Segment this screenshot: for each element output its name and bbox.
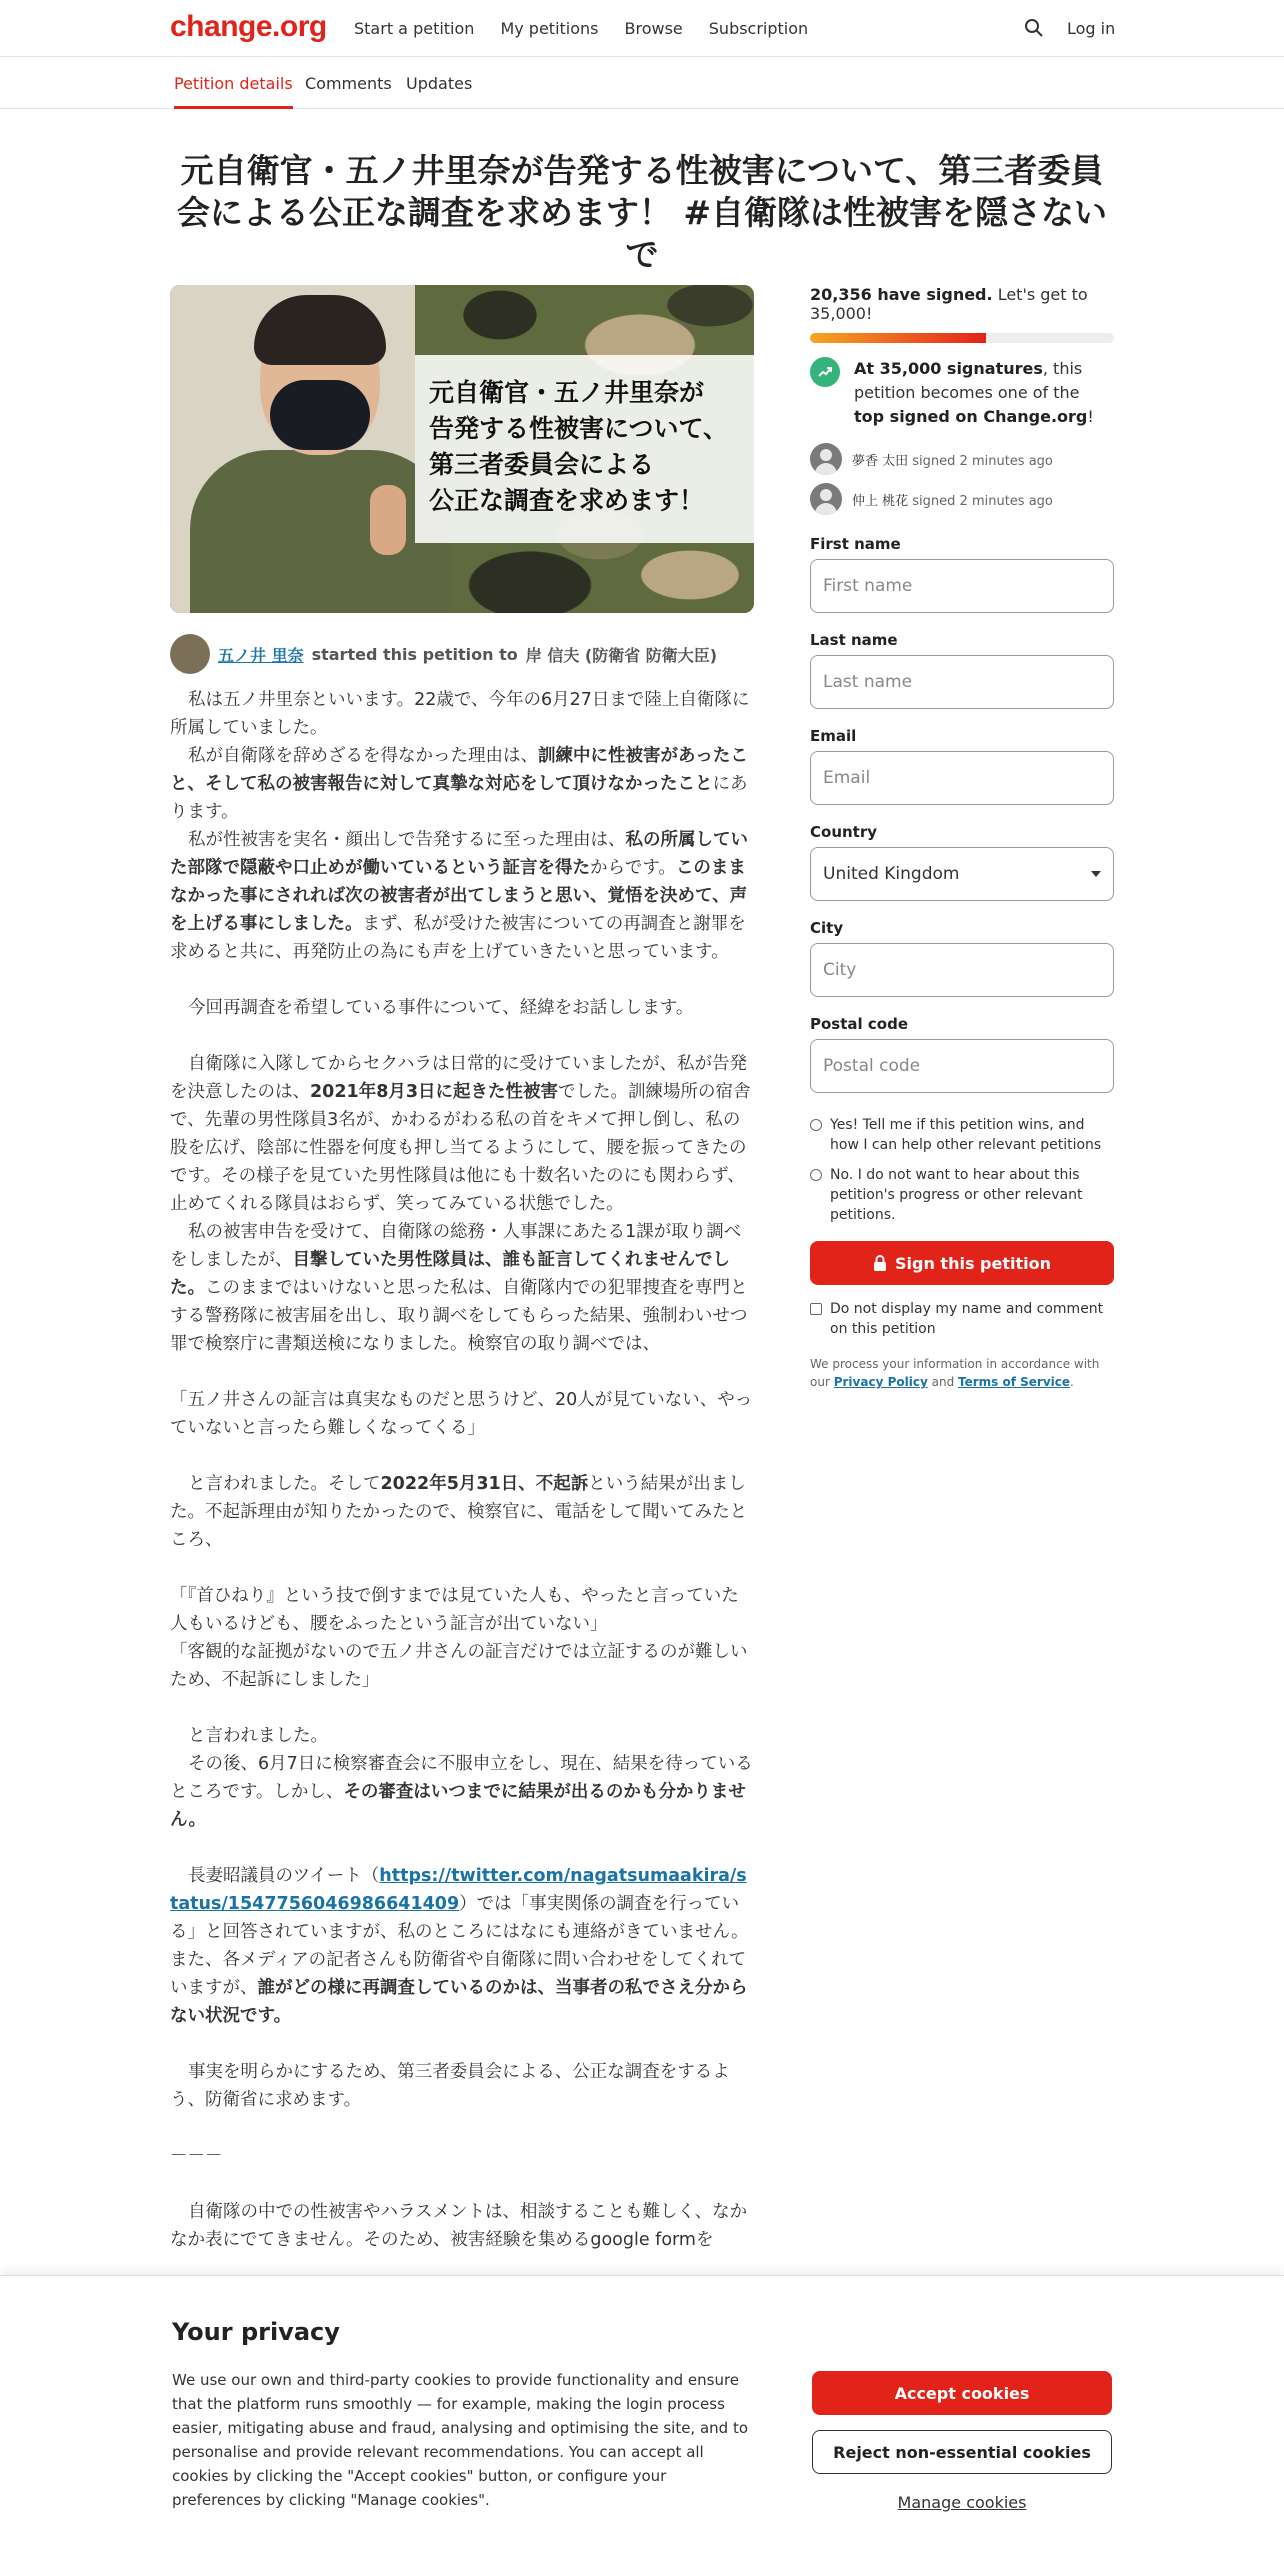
hero-line: 公正な調査を求めます！ [429,486,705,515]
text: ）では「事実関係の調査を行っている」と回答されていますが、私のところにはなにも連絡がきていません。また、各メディアの記者さんも防衛省や自衛隊に問い合わせをしてくれていますが、 [170,1894,749,1998]
privacy-end: . [1070,1375,1074,1389]
nav-start-petition[interactable]: Start a petition [354,19,475,38]
recent-signer [810,441,1114,477]
person-uniform [190,450,450,613]
terms-of-service-link[interactable]: Terms of Service [958,1375,1071,1389]
paragraph [170,1218,754,1358]
privacy-notice [810,1355,1114,1391]
text: 自衛隊の中での性被害やハラスメントは、相談することも難しく、なかなか表にでてきません。そのため、被害経験を集めるgoogle formを [170,2202,748,2250]
main-nav [354,19,808,38]
petition-title: 元自衛官・五ノ井里奈が告発する性被害について、第三者委員会による公正な調査を求めます！ #自衛隊は性被害を隠さないで [176,151,1108,274]
bold-text: 私の所属していた部隊で隠蔽や口止めが働いているという証言を得た [170,830,748,878]
signer-time: signed 2 minutes ago [912,453,1053,469]
thumbs-up-hand [370,485,406,555]
first-name-input[interactable] [810,559,1114,613]
progress-bar-fill [810,333,986,343]
checkbox-label: Do not display my name and comment on this petition [830,1301,1104,1337]
hero-line: 第三者委員会による [429,450,655,479]
signer-name: 夢香 太田 [852,453,909,469]
country-select[interactable] [810,847,1114,901]
change-org-logo[interactable]: change.org [170,10,327,43]
person-hair [254,295,386,365]
tab-petition-details[interactable]: Petition details [174,74,293,109]
petition-body [170,686,754,2254]
radio-button[interactable] [810,1119,822,1131]
postal-code-label: Postal code [810,1015,908,1033]
login-link[interactable]: Log in [1067,19,1116,38]
paragraph [170,1470,754,1554]
milestone-bold: At 35,000 signatures [854,359,1043,378]
nav-my-petitions[interactable]: My petitions [500,19,599,38]
text: その後、6月7日に検察審査会に不服申立をし、現在、結果を待っているところです。しかし、 [170,1754,753,1802]
milestone-info [810,357,1114,429]
first-name-label: First name [810,535,901,553]
signature-count [810,285,1114,323]
text: 事実を明らかにするため、第三者委員会による、公正な調査をするよう、防衛省に求めます。 [170,2062,730,2110]
last-name-input[interactable] [810,655,1114,709]
text: からです。 [590,858,676,878]
signer-name: 仲上 桃花 [852,493,909,509]
city-label: City [810,919,844,937]
paragraph [170,994,754,1022]
hide-name-option[interactable] [810,1299,1114,1339]
country-value: United Kingdom [823,864,960,884]
postal-code-input[interactable] [810,1039,1114,1093]
hide-name-checkbox[interactable] [810,1303,822,1315]
milestone-text [854,357,1114,429]
quote: 「客観的な証拠がないので五ノ井さんの証言だけでは立証するのが難しいため、不起訴にしました」 [170,1642,748,1690]
trending-up-icon [810,357,840,387]
top-header [0,0,1284,57]
tab-comments[interactable]: Comments [305,74,392,93]
bold-text: 訓練中に性被害があったこと、そして私の被害報告に対して真摯な対応をして頂けなかったこと [170,746,748,794]
hero-overlay-text [415,355,754,543]
email-input[interactable] [810,751,1114,805]
starter-text: started this petition to [311,644,518,664]
cookie-text: We use our own and third-party cookies to provide functionality and ensure that the platform runs smoothly — for example, making the login process easier, mitigating abuse and fraud, analysing and optimising the site, and to personalise and provide relevant recommendations. You can accept all cookies by clicking the "Accept cookies" button, or configure your preferences by clicking "Manage cookies". [172,2371,749,2509]
milestone-end: ! [1087,407,1094,426]
sign-petition-button[interactable] [810,1241,1114,1285]
text: でした。訓練場所の宿舎で、先輩の男性隊員3名が、かわるがわる私の首をキメて押し倒し、私の股を広げ、陰部に性器を何度も押し当てるようにして、腰を振ってきたのです。その様子を見ていた男性隊員は他にも十数名いたのにも関わらず、止めてくれる隊員はおらず、笑ってみている状態でした。 [170,1082,751,1214]
city-input[interactable] [810,943,1114,997]
paragraph [170,1862,754,2030]
radio-option-yes[interactable] [810,1115,1114,1155]
progress-bar [810,333,1114,343]
signer-time: signed 2 minutes ago [912,493,1053,509]
text: 私が自衛隊を辞めざるを得なかった理由は、 [188,746,538,766]
email-label: Email [810,727,857,745]
text: という結果が出ました。不起訴理由が知りたかったので、検察官に、電話をして聞いてみたところ、 [170,1474,748,1550]
paragraph [170,742,754,826]
text: と言われました。そして [188,1474,381,1494]
text: 私は五ノ井里奈といいます。22歳で、今年の6月27日まで陸上自衛隊に所属していました。 [170,690,750,738]
quote: 「五ノ井さんの証言は真実なものだと思うけど、20人が見ていない、やっていないと言ったら難しくなってくる」 [170,1390,753,1438]
bold-text: その審査はいつまでに結果が出るのかも分かりません。 [170,1782,746,1830]
text: 今回再調査を希望している事件について、経緯をお話しします。 [188,998,694,1018]
nav-subscription[interactable]: Subscription [708,19,809,38]
radio-option-no[interactable] [810,1165,1114,1225]
cookie-banner [0,2275,1284,2568]
caret-down-icon [1091,871,1101,877]
cookie-title: Your privacy [172,2318,340,2346]
starter-name-link[interactable]: 五ノ井 里奈 [218,645,304,665]
text: 私の被害申告を受けて、自衛隊の総務・人事課にあたる1課が取り調べをしましたが、 [170,1222,742,1270]
text: このままではいけないと思った私は、自衛隊内での犯罪捜査を専門とする警務隊に被害届を出し、取り調べをしてもらった結果、強制わいせつ罪で検察庁に書類送検になりました。検察官の取り調べでは、 [170,1278,748,1354]
petition-hero-image [170,285,754,613]
tab-updates[interactable]: Updates [406,74,473,93]
paragraph [170,2058,754,2114]
country-label: Country [810,823,878,841]
paragraph [170,686,754,742]
bold-text: 誰がどの様に再調査しているのかは、当事者の私でさえ分からない状況です。 [170,1978,748,2026]
user-avatar-icon [810,443,842,475]
bold-text: このままなかった事にされれば次の被害者が出てしまうと思い、覚悟を決めて、声を上げる事にしました。 [170,858,748,934]
starter-avatar [170,634,210,674]
starter-target: 岸 信夫 (防衛省 防衛大臣) [525,645,718,665]
text: まず、私が受けた被害についての再調査と謝罪を求めると共に、再発防止の為にも声を上げていきたいと思っています。 [170,914,746,962]
radio-label: No. I do not want to hear about this petition's progress or other relevant petitions. [830,1167,1083,1223]
quote: 「『首ひねり』という技で倒すまでは見ていた人も、やったと言っていた人もいるけども、腰をふったという証言が出ていない」 [170,1586,739,1634]
signed-count-text: 20,356 have signed. [810,285,993,304]
hero-line: 告発する性被害について、 [429,414,729,443]
privacy-and: and [931,1375,955,1389]
petition-tabs [0,57,1284,109]
goal-text: Let's get to 35,000! [810,285,1088,323]
user-avatar-icon [810,483,842,515]
paragraph [170,826,754,966]
paragraph [170,1722,754,1750]
face-mask [270,380,370,450]
bold-text: 2022年5月31日、不起訴 [380,1474,589,1494]
privacy-policy-link[interactable]: Privacy Policy [833,1375,928,1389]
text: 自衛隊に入隊してからセクハラは日常的に受けていましたが、私が告発を決意したのは、 [170,1054,747,1102]
hero-line: 元自衛官・五ノ井里奈が [429,378,705,407]
paragraph [170,2198,754,2254]
reject-cookies-button[interactable]: Reject non-essential cookies [812,2430,1112,2474]
text: にあります。 [170,774,748,822]
petition-starter [170,634,717,674]
milestone-mid: , this petition becomes one of the [854,359,1083,402]
tweet-link[interactable]: https://twitter.com/nagatsumaakira/status/1547756046986641409 [170,1866,747,1914]
paragraph [170,1750,754,1834]
manage-cookies-link[interactable]: Manage cookies [897,2493,1027,2512]
paragraph [170,1050,754,1218]
separator-text: －－－ [170,2146,223,2166]
nav-browse[interactable]: Browse [624,19,683,38]
radio-button[interactable] [810,1169,822,1181]
last-name-label: Last name [810,631,898,649]
lock-icon [873,1255,887,1271]
sign-button-label: Sign this petition [895,1253,1051,1273]
milestone-top: top signed on Change.org [854,407,1088,426]
sign-sidebar [810,285,1114,1391]
privacy-text: We process your information in accordance with our [810,1357,1100,1389]
text: 私が性被害を実名・顔出しで告発するに至った理由は、 [188,830,626,850]
text: 長妻昭議員のツイート（ [188,1866,380,1886]
accept-cookies-button[interactable]: Accept cookies [812,2371,1112,2415]
recent-signer [810,481,1114,517]
text: と言われました。 [188,1726,328,1746]
radio-label: Yes! Tell me if this petition wins, and how I can help other relevant petitions [830,1117,1102,1153]
bold-text: 2021年8月3日に起きた性被害 [310,1082,559,1102]
search-icon[interactable] [1024,18,1044,38]
bold-text: 目撃していた男性隊員は、誰も証言してくれませんでした。 [170,1250,730,1298]
